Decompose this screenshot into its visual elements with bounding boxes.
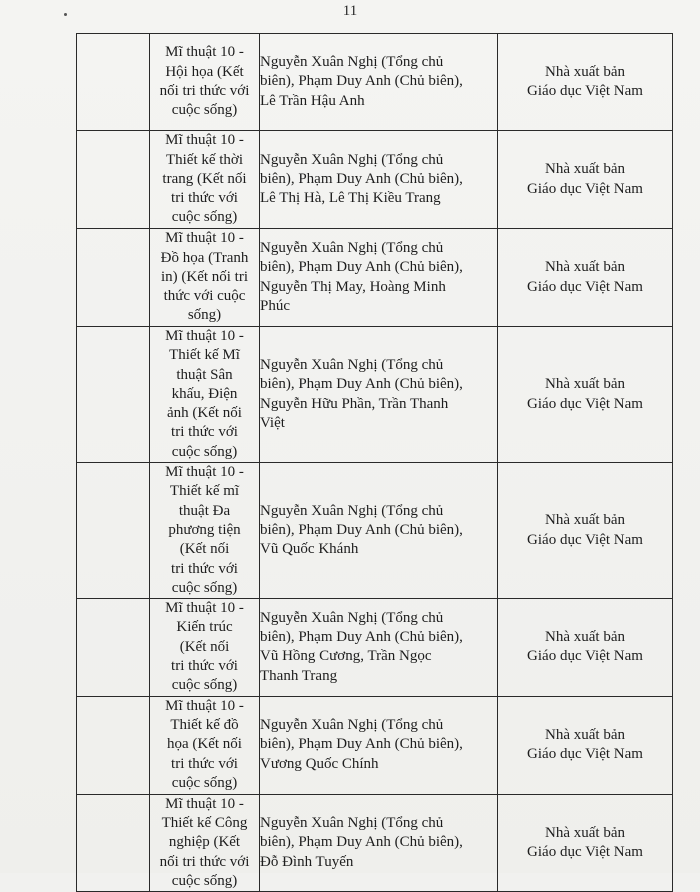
book-title-cell: Mĩ thuật 10 - Thiết kế thời trang (Kết nối tri thức với cuộc sống) [150,131,260,229]
book-title-cell: Mĩ thuật 10 - Hội họa (Kết nối tri thức với cuộc sống) [150,34,260,131]
authors-cell: Nguyễn Xuân Nghị (Tổng chủ biên), Phạm Duy Anh (Chủ biên), Nguyễn Hữu Phần, Trần Thanh Việt [260,327,498,463]
index-cell [77,696,150,794]
table-row [77,34,673,131]
index-cell [77,794,150,891]
book-title-cell: Mĩ thuật 10 - Đồ họa (Tranh in) (Kết nối tri thức với cuộc sống) [150,229,260,327]
publisher-cell: Nhà xuất bản Giáo dục Việt Nam [498,696,673,794]
authors-cell: Nguyễn Xuân Nghị (Tổng chủ biên), Phạm Duy Anh (Chủ biên), Vương Quốc Chính [260,696,498,794]
index-cell [77,327,150,463]
authors-cell: Nguyễn Xuân Nghị (Tổng chủ biên), Phạm Duy Anh (Chủ biên), Lê Thị Hà, Lê Thị Kiều Trang [260,131,498,229]
textbook-table [76,33,673,892]
book-title-cell: Mĩ thuật 10 - Thiết kế Mĩ thuật Sân khấu, Điện ảnh (Kết nối tri thức với cuộc sống) [150,327,260,463]
publisher-cell: Nhà xuất bản Giáo dục Việt Nam [498,229,673,327]
book-title-cell: Mĩ thuật 10 - Thiết kế đồ họa (Kết nối tri thức với cuộc sống) [150,696,260,794]
table-row [77,794,673,891]
book-title-cell: Mĩ thuật 10 - Thiết kế Công nghiệp (Kết nối tri thức với cuộc sống) [150,794,260,891]
page-number: 11 [342,3,358,19]
table-row [77,463,673,599]
table-row [77,229,673,327]
index-cell [77,229,150,327]
book-title-cell: Mĩ thuật 10 - Thiết kế mĩ thuật Đa phương tiện (Kết nối tri thức với cuộc sống) [150,463,260,599]
book-title-cell: Mĩ thuật 10 - Kiến trúc (Kết nối tri thức với cuộc sống) [150,599,260,696]
publisher-cell: Nhà xuất bản Giáo dục Việt Nam [498,794,673,891]
table-row [77,131,673,229]
authors-cell: Nguyễn Xuân Nghị (Tổng chủ biên), Phạm Duy Anh (Chủ biên), Vũ Hồng Cương, Trần Ngọc Thanh Trang [260,599,498,696]
authors-cell: Nguyễn Xuân Nghị (Tổng chủ biên), Phạm Duy Anh (Chủ biên), Đỗ Đình Tuyến [260,794,498,891]
publisher-cell: Nhà xuất bản Giáo dục Việt Nam [498,599,673,696]
index-cell [77,34,150,131]
authors-cell: Nguyễn Xuân Nghị (Tổng chủ biên), Phạm Duy Anh (Chủ biên), Nguyễn Thị May, Hoàng Minh Phúc [260,229,498,327]
index-cell [77,463,150,599]
authors-cell: Nguyễn Xuân Nghị (Tổng chủ biên), Phạm Duy Anh (Chủ biên), Vũ Quốc Khánh [260,463,498,599]
publisher-cell: Nhà xuất bản Giáo dục Việt Nam [498,327,673,463]
table-row [77,696,673,794]
publisher-cell: Nhà xuất bản Giáo dục Việt Nam [498,34,673,131]
table-row [77,327,673,463]
scan-speck [64,13,67,16]
index-cell [77,599,150,696]
publisher-cell: Nhà xuất bản Giáo dục Việt Nam [498,131,673,229]
table-row [77,599,673,696]
index-cell [77,131,150,229]
publisher-cell: Nhà xuất bản Giáo dục Việt Nam [498,463,673,599]
authors-cell: Nguyễn Xuân Nghị (Tổng chủ biên), Phạm Duy Anh (Chủ biên), Lê Trần Hậu Anh [260,34,498,131]
